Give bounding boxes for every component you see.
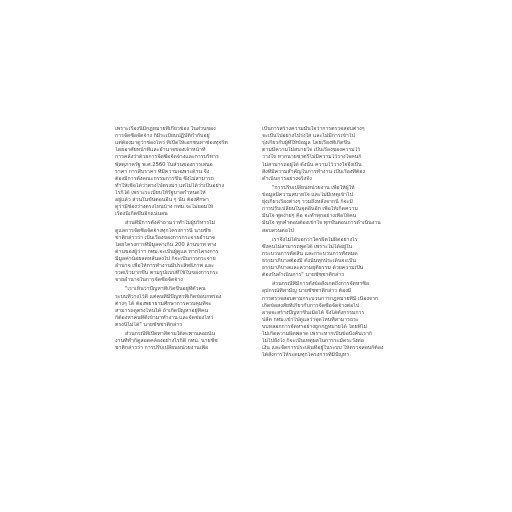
- text-line: ตรงนี้ไม่ได้" นายชัชชาติกล่าว: [115, 321, 183, 328]
- text-line: ต่างๆ ได้ ต้องพยายามศึกษาการควบคุมที่จะ: [115, 300, 212, 307]
- left-paragraph: [115, 220, 253, 284]
- text-line: ธรรมาภิบาลและความยุติธรรม ด้วยความเป็น: [262, 265, 364, 272]
- text-line: วางใจ หากนายชาตรีไม่มีความไว้วางใจคนก็: [262, 154, 362, 161]
- text-line: ชาติกล่าวว่า เป็นเรื่องของการกระจายอำนาจ: [115, 234, 215, 241]
- text-line: เงิน และจัดการประเด็นที่อยู่ในระบบ ให้ตรวจสอบก็ต้อง: [262, 345, 384, 352]
- text-line: จายอำนาจในการจัดซื้อจัดจ้าง: [115, 277, 183, 284]
- text-line: ไม่สามารถอยู่ได้ ดังนั้น ความไว้วางใจจึงเป็น: [262, 161, 362, 168]
- text-line: ไรก็ได้ เพราะระเบียบให้รัฐบาลกำหนดให้: [115, 189, 206, 196]
- text-line: ส่วนกรณีที่เปิดทาสีตามใต้สะพานลอยนั้น: [125, 331, 216, 338]
- text-line: ดำเนินการอย่างจริงจัง: [262, 175, 312, 182]
- text-line: ไม่ไปยังไง ก็จะเป็นเหตุผลในการระมัดระวังต่อ: [262, 338, 364, 345]
- text-line: รวดเร็วมากขึ้น ตามรูปแบบที่ใช้ในของการกระ: [115, 270, 219, 277]
- text-line: การปรับเปลี่ยนในจุดอื่นอีก เพื่อให้เกิดความ: [262, 206, 358, 213]
- right-paragraph: [262, 126, 397, 183]
- text-line: ส่วนกรณีที่มีการตั้งข้อสังเกตถึงการจัดหาซื้อ: [272, 281, 369, 288]
- text-line: ได้สั่งการให้ระดมทุกโครงการที่มีปัญหา: [262, 352, 350, 359]
- text-line: "การปรับเปลี่ยนหน่วยงาน เพื่อให้ผู้ให้: [272, 184, 355, 191]
- text-line: มั่นใจ ทุกคำตอบต้องเข้าใจ ทุกขั้นตอนการดำเนินงาน: [262, 220, 381, 227]
- text-line: มีมูลค่าน้อยลดหลั่นลงไป ก็จะเป็นการกระจาย: [115, 255, 216, 262]
- right-paragraph: [262, 281, 397, 359]
- text-line: งานที่ทำก็ดูสอดคล้องอย่างไรก็ดี กทม. นายชัช: [115, 338, 218, 345]
- text-line: อำนาจ เพื่อให้การทำงานมีประสิทธิภาพ และ: [115, 263, 214, 270]
- text-line: ธรรมาภิบาลต้องมี ดังนั้นทุกประเด็นจะเป็น: [262, 257, 356, 264]
- text-line: สิ่งที่มีความสำคัญในการทำงาน เป็นเรื่องที่ต้อง: [262, 168, 365, 175]
- text-line: ก็ต้องหาคนที่ดีเข้ามาทำงาน และจัดช่องโหว่: [115, 314, 214, 321]
- text-line: เกิดข้อสงสัยที่เกี่ยวกับการจัดซื้อจัดจ้างต่อไป: [262, 302, 360, 309]
- text-line: ปลัด กทม.เข้าไปดูแลว่าจุดไหนที่สามารถระ: [262, 316, 359, 323]
- text-line: พัสดุภาครัฐ พ.ศ.2560 ในส่วนของการเสนอ: [115, 161, 213, 168]
- left-paragraph: [115, 126, 253, 218]
- text-line: ดูแลการจัดซื้อจัดจ้างทุกโครงการนี้ นายชัช: [115, 227, 211, 234]
- text-line: อาจจะสร้างปัญหาขึ้นเมื่อได้ จึงได้ตั้งกรรมการ: [262, 309, 365, 316]
- text-line: เรื่องนี้เกิดขึ้นอีกแน่นอน: [115, 211, 168, 218]
- text-line: ดูว่ามีช่องว่างตรงไหนบ้าง กทม.จะไม่ยอมให้: [115, 204, 214, 211]
- text-line: การตรวจสอบตามกระบวนการกฎหมายที่มี เนื่องจาก: [262, 295, 379, 302]
- text-line: ด้านของผู้ว่าฯ กทม.จะเป็นผู้ดูแล หากโครงการ: [115, 248, 219, 255]
- text-line: ซึ่งคนไม่สามารถพูดได้ เพราะไม่ได้อยู่ใน: [262, 243, 353, 250]
- text-line: ตามมีความไม่สบายใจ เป็นเรื่องของความไว้: [262, 147, 361, 154]
- left-paragraph: [115, 286, 253, 329]
- text-line: อยู่แล้ว ส่วนในขั้นตอนอื่น ๆ นั้น ต้องศึกษา: [115, 197, 209, 204]
- text-line: ต้องรับดำเนินการ" นายชัชชาติกล่าว: [262, 272, 345, 279]
- text-line: การคลังว่าด้วยการจัดซื้อจัดจ้างและการบริหาร: [115, 154, 219, 161]
- article-column-right: [262, 126, 397, 362]
- text-line: ชาติกล่าวว่า การปรับเปลี่ยนหน่วยงานเพื่อ: [115, 345, 209, 352]
- text-line: ต้องมีการตั้งคณะกรรมการขึ้น ซึ่งไม่สามารถ: [115, 175, 214, 182]
- text-line: บบหลอกการจัดหาอย่างถูกกฎหมายได้ โดยที่ไม่: [262, 323, 368, 330]
- text-line: เป็นการสร้างความมั่นใจว่าการตรวจสอบต่างๆ: [262, 126, 365, 132]
- text-line: จะเป็นไปอย่างโปร่งใส และไม่มีการเข้าไป: [262, 133, 355, 140]
- text-line: การจัดซื้อจัดจ้าง ก็มีระเบียบปฏิบัติกำกับอยู่: [115, 133, 210, 140]
- left-paragraph: [115, 331, 253, 352]
- right-paragraph: [262, 185, 397, 235]
- article-column-left: [115, 126, 253, 354]
- text-line: เราจึงไม่ได้บอกว่าใครผิดไม่ผิดอย่างไร: [272, 236, 358, 243]
- text-line: เพราะเรื่องนี้มีกฎหมายที่เกี่ยวข้อง ในส่วนของ: [115, 126, 216, 132]
- text-line: อุปกรณ์ที่สามัญ นายชัชชาติกล่าว ต้องมี: [262, 288, 352, 295]
- text-line: ข้อมูลมีความสบายใจ และไม่มีเหตุเข้าไป: [262, 191, 353, 198]
- text-line: มั่นใจ พูดง่ายๆ คือ จะทำทุกอย่างเพื่อให้คน: [262, 213, 357, 220]
- text-line: "เราเห็นว่าปัญหาที่เกิดขึ้นอยู่ที่ตัวคน: [125, 286, 206, 293]
- text-line: ราคา การสืบราคา ที่มีความเฉพาะด้าน จึง: [115, 168, 210, 175]
- text-line: ระบบที่วางไว้ดี แต่คนที่มีปัญหาที่เกิดข้อบกพร่อง: [115, 293, 222, 300]
- text-line: กระบวนการตัดสิน และกระบวนการทั้งหมด: [262, 250, 358, 257]
- text-line: ยุ่งเกี่ยวเรื่องต่างๆ รวมถึงหลังจากนี้ ก็จะมี: [262, 199, 353, 206]
- text-line: โดยอาศัยหน้าที่และอำนาจของเจ้าหน้าที่: [115, 147, 206, 154]
- right-paragraph: [262, 237, 397, 280]
- text-line: โดยโครงการที่มีมูลค่าเกิน 200 ล้านบาท ทาง: [115, 241, 217, 248]
- text-line: ส่วนที่มีการตั้งคำถามว่าทำไมผู้บริหารไม่: [125, 220, 216, 227]
- text-line: สอบสวนต่อไป: [262, 227, 294, 234]
- text-line: ไม่เกิดความผิดพลาด เพราะหากเป็นข้อบังคับเราก็: [262, 331, 373, 338]
- text-line: แต่ต้องมาดูว่าช่องโหว่ ที่เปิดให้เอกชนหาช่องทุจริต: [115, 140, 228, 147]
- text-line: สามารถดูตรงไหนได้ ถ้าเกิดปัญหาอยู่ที่คน: [115, 307, 209, 314]
- text-line: ทำให้เชื่อได้ว่าตรงไปตรงมา แต่ไม่ได้ว่าเป็นอย่าง: [115, 182, 225, 189]
- text-line: รุ่งเกี่ยวกับผู้ที่ให้ข้อมูล โดยเรื่องที่เกิดขึ้น: [262, 140, 351, 147]
